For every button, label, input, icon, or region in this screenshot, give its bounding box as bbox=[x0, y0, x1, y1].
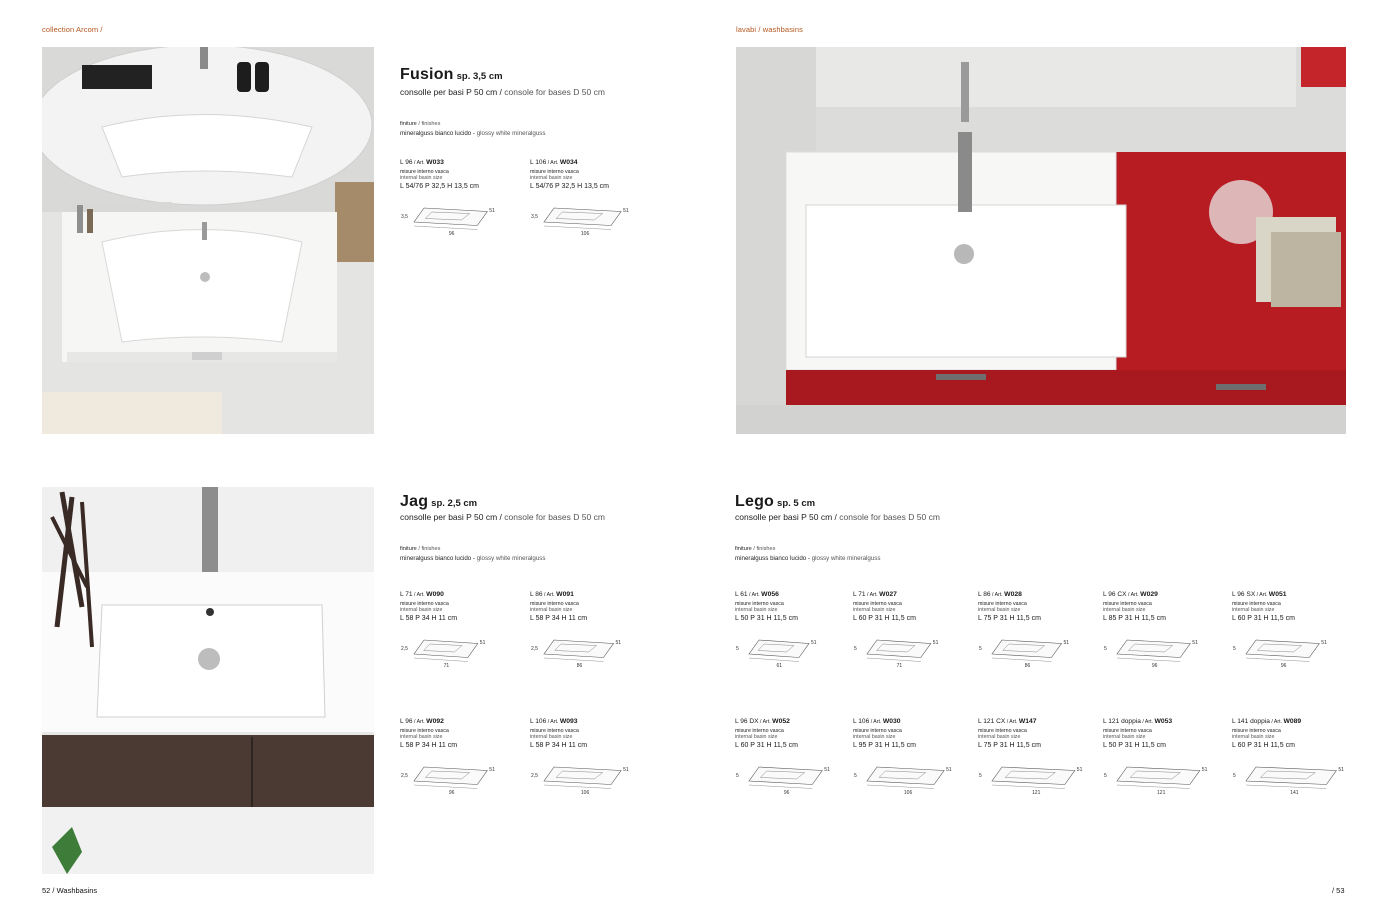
technical-drawing bbox=[1232, 632, 1350, 672]
basin-size-label-en: internal basin size bbox=[1232, 734, 1275, 740]
drawing-depth-label: 51 bbox=[489, 767, 495, 773]
running-head-left: collection Arcom / bbox=[42, 25, 103, 34]
basin-outline bbox=[1117, 767, 1200, 785]
product-code-line bbox=[735, 591, 853, 598]
basin-dimensions: L 85 P 31 H 11,5 cm bbox=[1103, 615, 1166, 622]
basin-size-label-it: misure interno vasca bbox=[1103, 601, 1152, 607]
basin-dimensions: L 60 P 31 H 11,5 cm bbox=[853, 615, 916, 622]
drawing-thickness-label: 2,5 bbox=[401, 772, 408, 779]
jag-title: Jag bbox=[400, 493, 429, 510]
basin-outline bbox=[749, 640, 809, 658]
product-code-line bbox=[1232, 591, 1350, 598]
product-code: W028 bbox=[1004, 591, 1022, 598]
product-card bbox=[1232, 591, 1350, 672]
drawing-thickness-label: 5 bbox=[736, 645, 739, 652]
consolle-en: console for bases D 50 cm bbox=[501, 512, 605, 522]
drawing-depth-label: 51 bbox=[946, 767, 952, 773]
basin-size-label-en: internal basin size bbox=[530, 734, 573, 740]
width-dimension-line bbox=[544, 785, 611, 789]
drawing-thickness-label: 5 bbox=[1104, 645, 1107, 652]
technical-drawing bbox=[853, 632, 971, 672]
art-label: / Art. bbox=[1255, 592, 1269, 598]
basin-size-label-it: misure interno vasca bbox=[853, 728, 902, 734]
art-label: / Art. bbox=[1126, 592, 1141, 598]
basin-dimensions: L 60 P 31 H 11,5 cm bbox=[1232, 615, 1295, 622]
product-code: W093 bbox=[559, 718, 578, 725]
basin-size-label-en: internal basin size bbox=[1103, 607, 1146, 613]
basin-outline bbox=[544, 767, 621, 785]
technical-drawing bbox=[735, 632, 853, 672]
finish-label-it: finiture bbox=[735, 546, 752, 552]
basin-size-label-en: internal basin size bbox=[400, 607, 443, 613]
drawing-width-label: 96 bbox=[783, 790, 790, 796]
product-code: W056 bbox=[761, 591, 779, 598]
drawing-depth-label: 51 bbox=[489, 208, 495, 214]
product-size: L 71 bbox=[853, 591, 866, 598]
product-code-line bbox=[400, 591, 518, 598]
fusion-finishes bbox=[400, 119, 545, 138]
basin-size-label-en: internal basin size bbox=[853, 607, 896, 613]
product-size: L 121 CX bbox=[978, 718, 1006, 725]
basin-dimensions: L 58 P 34 H 11 cm bbox=[400, 742, 458, 749]
product-size: L 121 doppia bbox=[1103, 718, 1141, 725]
lego-consolle bbox=[735, 512, 940, 522]
product-code-line bbox=[400, 718, 518, 725]
product-card bbox=[1103, 591, 1221, 672]
product-size: L 96 bbox=[400, 159, 413, 166]
art-label: / Art. bbox=[412, 160, 427, 166]
drawing-depth-label: 51 bbox=[811, 640, 817, 646]
finish-en: glossy white mineralguss bbox=[811, 555, 881, 562]
drawing-depth-label: 51 bbox=[623, 767, 629, 773]
basin-size-label-it: misure interno vasca bbox=[400, 728, 449, 734]
basin-outline bbox=[749, 767, 822, 785]
basin-dimensions: L 54/76 P 32,5 H 13,5 cm bbox=[530, 183, 609, 190]
drawing-width-label: 71 bbox=[443, 663, 450, 669]
drawing-thickness-label: 2,5 bbox=[531, 645, 538, 652]
product-size: L 86 bbox=[530, 591, 543, 598]
finish-label-it: finiture bbox=[400, 121, 417, 127]
drawing-width-label: 71 bbox=[896, 663, 903, 669]
basin-dimensions: L 50 P 31 H 11,5 cm bbox=[735, 615, 798, 622]
drawing-width-label: 86 bbox=[576, 663, 583, 669]
finish-label-en: / finishes bbox=[751, 546, 776, 552]
product-code: W090 bbox=[426, 591, 444, 598]
drawing-thickness-label: 5 bbox=[854, 645, 857, 652]
finish-en: glossy white mineralguss bbox=[476, 130, 546, 137]
technical-drawing bbox=[400, 759, 518, 799]
product-code: W033 bbox=[426, 159, 444, 166]
drawing-width-label: 86 bbox=[1024, 663, 1031, 669]
product-card bbox=[735, 718, 853, 799]
art-label: / Art. bbox=[1140, 719, 1155, 725]
drawing-width-label: 106 bbox=[580, 790, 590, 796]
basin-size-label-en: internal basin size bbox=[400, 734, 443, 740]
width-dimension-line bbox=[1246, 658, 1309, 662]
basin-size-label-it: misure interno vasca bbox=[853, 601, 902, 607]
width-dimension-line bbox=[867, 658, 921, 662]
product-size: L 71 bbox=[400, 591, 413, 598]
folio-left: 52 / Washbasins bbox=[42, 886, 98, 895]
art-label: / Art. bbox=[542, 592, 557, 598]
technical-drawing bbox=[978, 632, 1096, 672]
width-dimension-line bbox=[992, 658, 1052, 662]
basin-size-label-it: misure interno vasca bbox=[978, 601, 1027, 607]
product-size: L 106 bbox=[853, 718, 870, 725]
drawing-depth-label: 51 bbox=[615, 640, 622, 646]
product-card bbox=[853, 718, 971, 799]
product-code: W092 bbox=[426, 718, 444, 725]
product-size: L 106 bbox=[530, 159, 547, 166]
technical-drawing bbox=[530, 200, 648, 240]
basin-size-label-it: misure interno vasca bbox=[735, 601, 784, 607]
product-card bbox=[400, 159, 518, 240]
product-code-line bbox=[735, 718, 853, 725]
basin-size-label-en: internal basin size bbox=[735, 607, 778, 613]
finish-label-en: / finishes bbox=[416, 121, 441, 127]
consolle-it: consolle per basi P 50 cm / bbox=[400, 512, 502, 522]
art-label: / Art. bbox=[546, 719, 560, 725]
art-label: / Art. bbox=[412, 592, 427, 598]
product-card bbox=[530, 591, 648, 672]
basin-size-label-en: internal basin size bbox=[735, 734, 778, 740]
product-card bbox=[978, 591, 1096, 672]
basin-dimensions: L 58 P 34 H 11 cm bbox=[400, 615, 458, 622]
basin-size-label-en: internal basin size bbox=[530, 175, 573, 181]
product-size: L 96 CX bbox=[1103, 591, 1127, 598]
art-label: / Art. bbox=[869, 719, 883, 725]
product-card bbox=[1232, 718, 1350, 799]
drawing-width-label: 96 bbox=[448, 790, 455, 796]
basin-dimensions: L 60 P 31 H 11,5 cm bbox=[735, 742, 798, 749]
drawing-depth-label: 51 bbox=[1321, 640, 1327, 646]
basin-size-label-en: internal basin size bbox=[1232, 607, 1275, 613]
lego-heading bbox=[735, 493, 815, 511]
art-label: / Art. bbox=[412, 719, 427, 725]
art-label: / Art. bbox=[990, 592, 1005, 598]
product-card bbox=[1103, 718, 1221, 799]
finish-en: glossy white mineralguss bbox=[476, 555, 546, 562]
product-code-line bbox=[853, 718, 971, 725]
basin-dimensions: L 95 P 31 H 11,5 cm bbox=[853, 742, 916, 749]
lego-title: Lego bbox=[735, 493, 775, 510]
product-card bbox=[400, 718, 518, 799]
art-label: / Art. bbox=[865, 592, 880, 598]
width-dimension-line bbox=[544, 226, 611, 230]
technical-drawing bbox=[530, 759, 648, 799]
folio-right: / 53 bbox=[1332, 886, 1345, 895]
basin-size-label-en: internal basin size bbox=[978, 734, 1021, 740]
art-label: / Art. bbox=[1269, 719, 1284, 725]
basin-size-label-it: misure interno vasca bbox=[978, 728, 1027, 734]
basin-outline bbox=[544, 208, 621, 226]
basin-dimensions: L 58 P 34 H 11 cm bbox=[530, 742, 588, 749]
drawing-depth-label: 51 bbox=[932, 640, 939, 646]
drawing-thickness-label: 3,5 bbox=[401, 213, 408, 220]
jag-consolle bbox=[400, 512, 605, 522]
drawing-thickness-label: 5 bbox=[1233, 772, 1236, 779]
art-label: / Art. bbox=[758, 719, 773, 725]
basin-outline bbox=[1246, 767, 1336, 785]
basin-dimensions: L 50 P 31 H 11,5 cm bbox=[1103, 742, 1166, 749]
product-code-line bbox=[1232, 718, 1350, 725]
product-code: W089 bbox=[1283, 718, 1302, 725]
finish-it: mineralguss bianco lucido - bbox=[735, 555, 812, 562]
consolle-en: console for bases D 50 cm bbox=[836, 512, 940, 522]
product-size: L 61 bbox=[735, 591, 748, 598]
basin-outline bbox=[1117, 640, 1190, 658]
technical-drawing bbox=[853, 759, 971, 799]
product-code-line bbox=[530, 591, 648, 598]
jag-heading bbox=[400, 493, 477, 511]
drawing-width-label: 96 bbox=[448, 231, 455, 237]
drawing-width-label: 96 bbox=[1151, 663, 1158, 669]
drawing-thickness-label: 5 bbox=[979, 772, 982, 779]
width-dimension-line bbox=[414, 785, 477, 789]
drawing-thickness-label: 2,5 bbox=[531, 772, 538, 779]
product-size: L 96 bbox=[400, 718, 413, 725]
basin-outline bbox=[867, 640, 931, 658]
drawing-thickness-label: 5 bbox=[736, 772, 739, 779]
product-code-line bbox=[853, 591, 971, 598]
finish-it: mineralguss bianco lucido - bbox=[400, 130, 477, 137]
basin-outline bbox=[414, 640, 478, 658]
basin-size-label-it: misure interno vasca bbox=[530, 728, 579, 734]
basin-dimensions: L 58 P 34 H 11 cm bbox=[530, 615, 588, 622]
drawing-depth-label: 51 bbox=[623, 208, 629, 214]
product-code-line bbox=[1103, 591, 1221, 598]
product-code-line bbox=[1103, 718, 1221, 725]
drawing-width-label: 121 bbox=[1032, 790, 1041, 796]
basin-dimensions: L 75 P 31 H 11,5 cm bbox=[978, 742, 1041, 749]
basin-size-label-it: misure interno vasca bbox=[530, 601, 579, 607]
technical-drawing bbox=[1103, 632, 1221, 672]
technical-drawing bbox=[978, 759, 1096, 799]
basin-outline bbox=[414, 208, 487, 226]
jag-photo bbox=[42, 487, 374, 874]
art-label: / Art. bbox=[747, 592, 762, 598]
drawing-thickness-label: 3,5 bbox=[531, 213, 538, 220]
technical-drawing bbox=[1103, 759, 1221, 799]
width-dimension-line bbox=[992, 785, 1065, 789]
drawing-thickness-label: 5 bbox=[854, 772, 857, 779]
width-dimension-line bbox=[749, 785, 812, 789]
basin-size-label-en: internal basin size bbox=[1103, 734, 1146, 740]
basin-outline bbox=[867, 767, 944, 785]
lego-thickness: sp. 5 cm bbox=[777, 498, 816, 509]
basin-size-label-it: misure interno vasca bbox=[1232, 728, 1281, 734]
finish-label-it: finiture bbox=[400, 546, 417, 552]
width-dimension-line bbox=[1246, 785, 1326, 789]
product-code: W091 bbox=[556, 591, 574, 598]
basin-size-label-en: internal basin size bbox=[400, 175, 443, 181]
drawing-depth-label: 51 bbox=[479, 640, 486, 646]
drawing-thickness-label: 2,5 bbox=[401, 645, 408, 652]
product-size: L 106 bbox=[530, 718, 547, 725]
drawing-depth-label: 51 bbox=[1338, 767, 1344, 773]
consolle-it: consolle per basi P 50 cm / bbox=[400, 87, 502, 97]
fusion-thickness: sp. 3,5 cm bbox=[456, 71, 503, 82]
product-code-line bbox=[530, 159, 648, 166]
drawing-width-label: 96 bbox=[1280, 663, 1287, 669]
product-card bbox=[735, 591, 853, 672]
drawing-depth-label: 51 bbox=[1076, 767, 1083, 773]
basin-size-label-it: misure interno vasca bbox=[735, 728, 784, 734]
drawing-depth-label: 51 bbox=[1201, 767, 1208, 773]
basin-dimensions: L 60 P 31 H 11,5 cm bbox=[1232, 742, 1295, 749]
basin-size-label-en: internal basin size bbox=[530, 607, 573, 613]
width-dimension-line bbox=[1117, 785, 1190, 789]
drawing-width-label: 61 bbox=[776, 663, 783, 669]
width-dimension-line bbox=[1117, 658, 1180, 662]
product-code: W030 bbox=[882, 718, 901, 725]
product-card bbox=[853, 591, 971, 672]
drawing-depth-label: 51 bbox=[1192, 640, 1198, 646]
consolle-en: console for bases D 50 cm bbox=[501, 87, 605, 97]
finish-label-en: / finishes bbox=[416, 546, 441, 552]
art-label: / Art. bbox=[546, 160, 560, 166]
basin-outline bbox=[544, 640, 614, 658]
drawing-width-label: 141 bbox=[1290, 790, 1299, 796]
drawing-thickness-label: 5 bbox=[1233, 645, 1236, 652]
fusion-heading bbox=[400, 66, 503, 84]
product-code-line bbox=[978, 591, 1096, 598]
basin-outline bbox=[992, 640, 1062, 658]
jag-finishes bbox=[400, 544, 545, 563]
product-code: W027 bbox=[879, 591, 897, 598]
drawing-depth-label: 51 bbox=[824, 767, 830, 773]
product-size: L 96 SX bbox=[1232, 591, 1256, 598]
product-code-line bbox=[530, 718, 648, 725]
basin-size-label-en: internal basin size bbox=[978, 607, 1021, 613]
consolle-it: consolle per basi P 50 cm / bbox=[735, 512, 837, 522]
basin-dimensions: L 54/76 P 32,5 H 13,5 cm bbox=[400, 183, 479, 190]
running-head-right: lavabi / washbasins bbox=[736, 25, 803, 34]
width-dimension-line bbox=[414, 658, 468, 662]
drawing-width-label: 121 bbox=[1157, 790, 1166, 796]
technical-drawing bbox=[400, 200, 518, 240]
product-size: L 141 doppia bbox=[1232, 718, 1270, 725]
width-dimension-line bbox=[544, 658, 604, 662]
product-code: W053 bbox=[1154, 718, 1173, 725]
finish-it: mineralguss bianco lucido - bbox=[400, 555, 477, 562]
basin-outline bbox=[414, 767, 487, 785]
basin-dimensions: L 75 P 31 H 11,5 cm bbox=[978, 615, 1041, 622]
art-label: / Art. bbox=[1005, 719, 1019, 725]
fusion-title: Fusion bbox=[400, 66, 454, 83]
technical-drawing bbox=[1232, 759, 1350, 799]
basin-size-label-it: misure interno vasca bbox=[530, 169, 579, 175]
product-code: W052 bbox=[772, 718, 790, 725]
fusion-consolle bbox=[400, 87, 605, 97]
basin-size-label-it: misure interno vasca bbox=[400, 169, 449, 175]
basin-size-label-it: misure interno vasca bbox=[400, 601, 449, 607]
product-code-line bbox=[400, 159, 518, 166]
technical-drawing bbox=[735, 759, 853, 799]
width-dimension-line bbox=[867, 785, 934, 789]
jag-thickness: sp. 2,5 cm bbox=[431, 498, 478, 509]
basin-outline bbox=[1246, 640, 1319, 658]
basin-size-label-en: internal basin size bbox=[853, 734, 896, 740]
drawing-thickness-label: 5 bbox=[1104, 772, 1107, 779]
product-card bbox=[978, 718, 1096, 799]
product-size: L 96 DX bbox=[735, 718, 759, 725]
drawing-thickness-label: 5 bbox=[979, 645, 982, 652]
product-code: W147 bbox=[1018, 718, 1037, 725]
technical-drawing bbox=[400, 632, 518, 672]
product-code: W051 bbox=[1268, 591, 1287, 598]
drawing-width-label: 106 bbox=[580, 231, 590, 237]
lego-finishes bbox=[735, 544, 880, 563]
width-dimension-line bbox=[414, 226, 477, 230]
product-size: L 86 bbox=[978, 591, 991, 598]
drawing-width-label: 106 bbox=[903, 790, 913, 796]
basin-outline bbox=[992, 767, 1075, 785]
lego-photo bbox=[736, 47, 1346, 434]
width-dimension-line bbox=[749, 658, 799, 662]
product-card bbox=[530, 718, 648, 799]
product-code-line bbox=[978, 718, 1096, 725]
basin-size-label-it: misure interno vasca bbox=[1103, 728, 1152, 734]
drawing-depth-label: 51 bbox=[1063, 640, 1070, 646]
product-code: W034 bbox=[559, 159, 578, 166]
basin-size-label-it: misure interno vasca bbox=[1232, 601, 1281, 607]
product-card bbox=[400, 591, 518, 672]
product-code: W029 bbox=[1140, 591, 1158, 598]
fusion-photo bbox=[42, 47, 374, 434]
technical-drawing bbox=[530, 632, 648, 672]
product-card bbox=[530, 159, 648, 240]
